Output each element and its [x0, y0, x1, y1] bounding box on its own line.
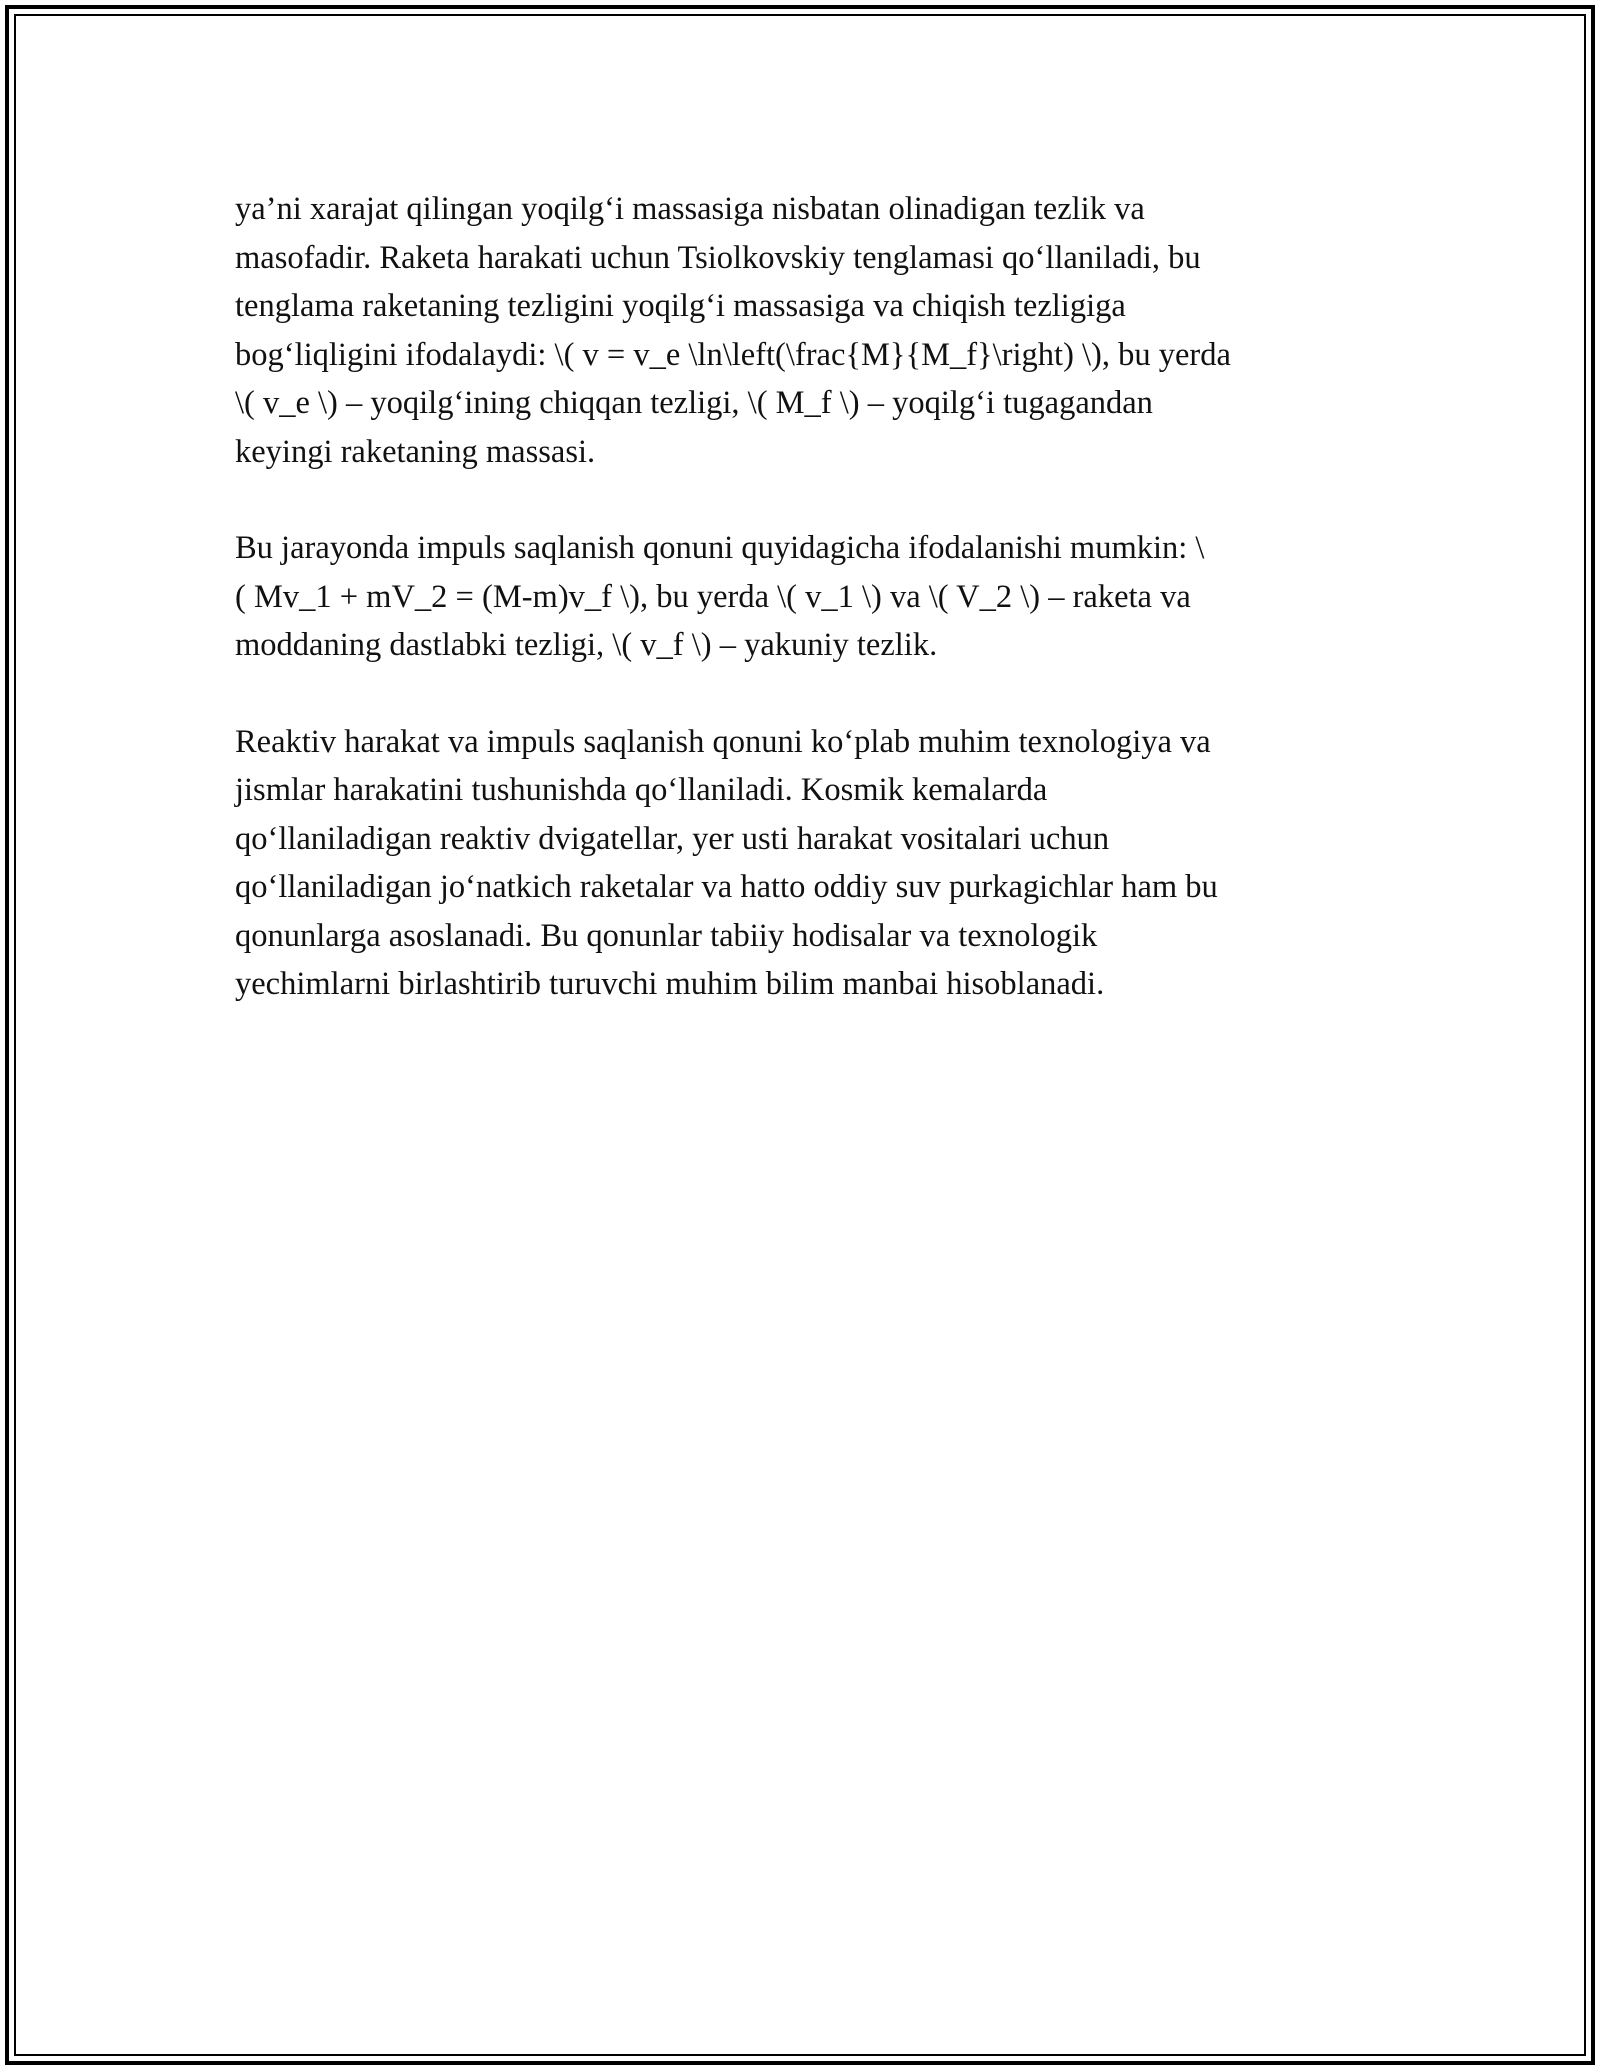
document-body [235, 185, 1375, 1057]
paragraph-1: ya’ni xarajat qilingan yoqilg‘i massasiga nisbatan olinadigan tezlik va masofadir. Raketa harakati uchun Tsiolkovskiy tenglamasi qo‘llaniladi, bu tenglama raketaning tezligini yoqilg‘i massasiga va chiqish tezligiga bog‘liqligini ifodalaydi: \( v = v_e \ln\left(\frac{M}{M_f}\right) \), bu yerda \( v_e \) – yoqilg‘ining chiqqan tezligi, \( M_f \) – yoqilg‘i tugagandan keyingi raketaning massasi. [235, 191, 1231, 470]
paragraph-3: Reaktiv harakat va impuls saqlanish qonuni ko‘plab muhim texnologiya va jismlar harakatini tushunishda qo‘llaniladi. Kosmik kemalarda qo‘llaniladigan reaktiv dvigatellar, yer usti harakat vositalari uchun qo‘llaniladigan jo‘natkich raketalar va hatto oddiy suv purkagichlar ham bu qonunlarga asoslanadi. Bu qonunlar tabiiy hodisalar va texnologik yechimlarni birlashtirib turuvchi muhim bilim manbai hisoblanadi. [235, 723, 1218, 1002]
paragraph-2: Bu jarayonda impuls saqlanish qonuni quyidagicha ifodalanishi mumkin: \ ( Mv_1 + mV_2 = (M-m)v_f \), bu yerda \( v_1 \) va \( V_2 \) – raketa va moddaning dastlabki tezligi, \( v_f \) – yakuniy tezlik. [235, 530, 1205, 663]
